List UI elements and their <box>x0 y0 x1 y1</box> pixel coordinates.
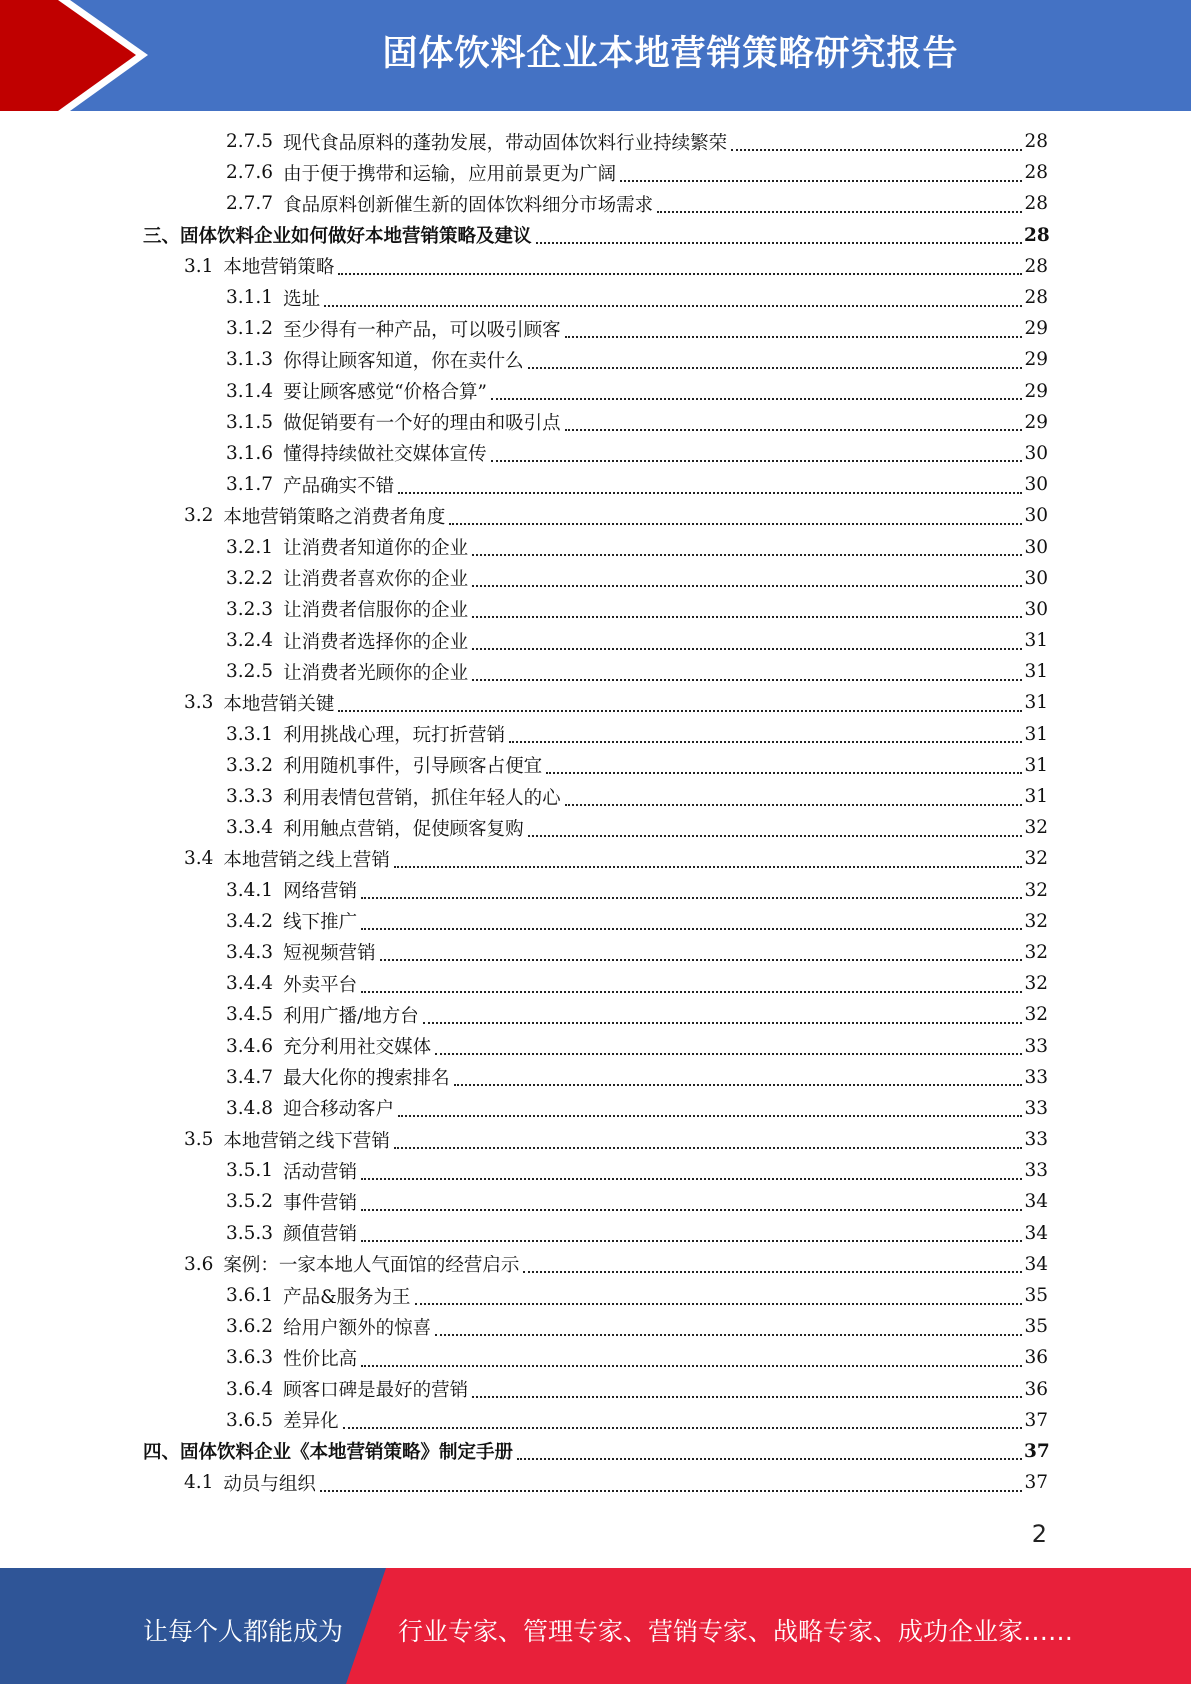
toc-entry-title: 你得让顾客知道，你在卖什么 <box>283 350 524 372</box>
toc-entry-title: 利用触点营销，促使顾客复购 <box>283 818 524 840</box>
page-number: 2 <box>1031 1520 1047 1548</box>
toc-dot-leader <box>361 926 1022 930</box>
toc-entry[interactable] <box>0 1311 1191 1342</box>
toc-entry-number: 3.2.2 <box>226 567 274 589</box>
toc-dot-leader <box>657 209 1022 213</box>
toc-entry[interactable] <box>0 376 1191 407</box>
toc-entry[interactable] <box>0 937 1191 968</box>
toc-entry-title: 短视频营销 <box>283 943 376 965</box>
toc-entry-page: 31 <box>1024 723 1048 745</box>
toc-dot-leader <box>731 147 1022 151</box>
toc-entry[interactable] <box>0 687 1191 718</box>
toc-entry[interactable] <box>0 781 1191 812</box>
toc-entry[interactable] <box>0 313 1191 344</box>
toc-entry[interactable] <box>0 531 1191 562</box>
toc-entry-title: 本地营销之线下营销 <box>223 1130 390 1152</box>
toc-entry-title: 本地营销策略 <box>223 257 335 279</box>
toc-entry-page: 33 <box>1024 1066 1048 1088</box>
toc-dot-leader <box>394 1145 1022 1149</box>
toc-entry-number: 3.2.5 <box>226 661 274 683</box>
toc-dot-leader <box>361 1176 1022 1180</box>
page-header <box>0 0 1191 111</box>
toc-dot-leader <box>380 957 1022 961</box>
toc-dot-leader <box>472 646 1022 650</box>
toc-entry-title: 最大化你的搜索排名 <box>283 1068 450 1090</box>
toc-entry-page: 31 <box>1024 661 1048 683</box>
toc-dot-leader <box>565 427 1022 431</box>
toc-entry-title: 充分利用社交媒体 <box>283 1037 432 1059</box>
toc-dot-leader <box>361 1238 1022 1242</box>
toc-entry-page: 37 <box>1024 1409 1048 1431</box>
toc-entry-title: 本地营销策略之消费者角度 <box>223 506 446 528</box>
toc-entry-page: 35 <box>1024 1285 1048 1307</box>
toc-entry[interactable] <box>0 126 1191 157</box>
toc-dot-leader <box>523 1269 1022 1273</box>
toc-entry-title: 食品原料创新催生新的固体饮料细分市场需求 <box>283 194 654 216</box>
toc-entry-title: 网络营销 <box>283 881 358 903</box>
toc-entry[interactable] <box>0 1218 1191 1249</box>
toc-dot-leader <box>398 1113 1022 1117</box>
toc-dot-leader <box>398 490 1022 494</box>
toc-entry-number: 3.6.1 <box>226 1285 274 1307</box>
toc-entry-number: 3.4.6 <box>226 1035 274 1057</box>
toc-entry[interactable] <box>0 1155 1191 1186</box>
toc-entry-page: 30 <box>1024 442 1048 464</box>
report-title: 固体饮料企业本地营销策略研究报告 <box>382 34 959 74</box>
toc-dot-leader <box>320 1488 1022 1492</box>
toc-entry[interactable] <box>0 1030 1191 1061</box>
toc-entry-title: 让消费者知道你的企业 <box>283 538 469 560</box>
toc-dot-leader <box>435 1051 1022 1055</box>
toc-entry[interactable] <box>0 563 1191 594</box>
toc-entry[interactable] <box>0 1405 1191 1436</box>
toc-entry-title: 让消费者选择你的企业 <box>283 631 469 653</box>
toc-entry-page: 29 <box>1024 349 1048 371</box>
toc-entry-title: 产品确实不错 <box>283 475 395 497</box>
toc-entry-number: 3.1.7 <box>226 474 274 496</box>
toc-dot-leader <box>509 739 1022 743</box>
toc-entry-page: 30 <box>1024 474 1048 496</box>
toc-entry[interactable] <box>0 500 1191 531</box>
toc-entry-title: 案例：一家本地人气面馆的经营启示 <box>223 1255 520 1277</box>
toc-entry-title: 懂得持续做社交媒体宣传 <box>283 444 487 466</box>
toc-entry-page: 30 <box>1024 567 1048 589</box>
toc-entry-number: 3.1 <box>184 255 214 277</box>
footer-slogan-right: 行业专家、管理专家、营销专家、战略专家、成功企业家…… <box>398 1617 1074 1646</box>
toc-entry[interactable] <box>0 188 1191 219</box>
footer-slogan-left: 让每个人都能成为 <box>143 1617 344 1646</box>
toc-entry-number: 3.4.8 <box>226 1097 274 1119</box>
toc-entry-number: 3.5.1 <box>226 1160 274 1182</box>
toc-entry-title: 本地营销之线上营销 <box>223 849 390 871</box>
toc-entry-number: 3.1.6 <box>226 442 274 464</box>
toc-entry-page: 30 <box>1024 598 1048 620</box>
toc-entry-title: 本地营销关键 <box>223 693 335 715</box>
toc-entry[interactable] <box>0 1436 1191 1467</box>
toc-entry[interactable] <box>0 438 1191 469</box>
toc-dot-leader <box>491 458 1022 462</box>
toc-dot-leader <box>415 1301 1022 1305</box>
toc-entry-page: 29 <box>1024 380 1048 402</box>
toc-dot-leader <box>449 521 1022 525</box>
toc-entry-page: 33 <box>1024 1035 1048 1057</box>
toc-dot-leader <box>472 552 1022 556</box>
toc-entry-title: 利用挑战心理，玩打折营销 <box>283 725 506 747</box>
toc-entry[interactable] <box>0 282 1191 313</box>
toc-entry-title: 现代食品原料的蓬勃发展，带动固体饮料行业持续繁荣 <box>283 132 728 154</box>
toc-dot-leader <box>361 989 1022 993</box>
toc-entry[interactable] <box>0 1186 1191 1217</box>
toc-entry[interactable] <box>0 1280 1191 1311</box>
toc-entry-number: 2.7.5 <box>226 131 274 153</box>
toc-entry-page: 28 <box>1024 224 1050 246</box>
toc-entry-number: 3.6.2 <box>226 1316 274 1338</box>
toc-entry-title: 性价比高 <box>283 1348 358 1370</box>
toc-entry-page: 29 <box>1024 411 1048 433</box>
toc-dot-leader <box>620 178 1022 182</box>
toc-entry-title: 颜值营销 <box>283 1224 358 1246</box>
toc-entry-number: 3.1.4 <box>226 380 274 402</box>
toc-entry-title: 让消费者喜欢你的企业 <box>283 569 469 591</box>
toc-entry[interactable] <box>0 594 1191 625</box>
toc-entry-number: 3.4.1 <box>226 879 274 901</box>
toc-entry[interactable] <box>0 625 1191 656</box>
toc-entry-page: 28 <box>1024 193 1048 215</box>
toc-entry[interactable] <box>0 719 1191 750</box>
toc-entry-title: 要让顾客感觉“价格合算” <box>283 382 487 404</box>
toc-dot-leader <box>491 396 1022 400</box>
toc-entry-page: 30 <box>1024 505 1048 527</box>
toc-entry-page: 28 <box>1024 162 1048 184</box>
toc-entry[interactable] <box>0 1124 1191 1155</box>
toc-entry-title: 活动营销 <box>283 1161 358 1183</box>
toc-dot-leader <box>338 271 1022 275</box>
toc-entry[interactable] <box>0 469 1191 500</box>
toc-entry-page: 33 <box>1024 1097 1048 1119</box>
toc-entry[interactable] <box>0 1093 1191 1124</box>
toc-entry[interactable] <box>0 344 1191 375</box>
toc-entry[interactable] <box>0 875 1191 906</box>
toc-entry-number: 3.4.7 <box>226 1066 274 1088</box>
toc-entry[interactable] <box>0 1467 1191 1498</box>
toc-entry[interactable] <box>0 812 1191 843</box>
toc-entry-page: 31 <box>1024 692 1048 714</box>
toc-entry-number: 3.3.1 <box>226 723 274 745</box>
toc-entry-number: 3.2 <box>184 505 214 527</box>
toc-entry[interactable] <box>0 1249 1191 1280</box>
toc-dot-leader <box>565 334 1022 338</box>
toc-entry-page: 32 <box>1024 817 1048 839</box>
toc-entry-number: 3.3.4 <box>226 817 274 839</box>
toc-entry-page: 33 <box>1024 1160 1048 1182</box>
toc-entry-title: 让消费者光顾你的企业 <box>283 662 469 684</box>
toc-dot-leader <box>361 895 1022 899</box>
toc-entry-page: 35 <box>1024 1316 1048 1338</box>
toc-entry-page: 34 <box>1024 1191 1048 1213</box>
toc-entry-page: 32 <box>1024 879 1048 901</box>
toc-entry-page: 36 <box>1024 1347 1048 1369</box>
toc-entry-page: 32 <box>1024 1004 1048 1026</box>
toc-entry-title: 外卖平台 <box>283 974 358 996</box>
toc-entry-number: 3.2.3 <box>226 598 274 620</box>
toc-entry-number: 3.3.2 <box>226 754 274 776</box>
toc-dot-leader <box>536 240 1022 244</box>
toc-entry-page: 31 <box>1024 630 1048 652</box>
toc-entry-page: 31 <box>1024 786 1048 808</box>
toc-entry-number: 4.1 <box>184 1472 214 1494</box>
toc-entry-number: 3.4.3 <box>226 941 274 963</box>
toc-entry-number: 3.4.4 <box>226 973 274 995</box>
toc-entry-page: 33 <box>1024 1129 1048 1151</box>
toc-entry[interactable] <box>0 843 1191 874</box>
toc-entry-number: 3.1.5 <box>226 411 274 433</box>
toc-entry[interactable] <box>0 220 1191 251</box>
toc-entry-number: 3.1.2 <box>226 318 274 340</box>
toc-entry-title: 迎合移动客户 <box>283 1099 395 1121</box>
toc-entry[interactable] <box>0 906 1191 937</box>
toc-dot-leader <box>472 677 1022 681</box>
table-of-contents <box>0 126 1191 1498</box>
toc-dot-leader <box>528 365 1022 369</box>
toc-entry-number: 3.2.1 <box>226 536 274 558</box>
toc-entry-page: 31 <box>1024 754 1048 776</box>
toc-entry-number: 3.5 <box>184 1129 214 1151</box>
toc-entry-number: 3.4.2 <box>226 910 274 932</box>
toc-entry[interactable] <box>0 251 1191 282</box>
toc-dot-leader <box>565 802 1022 806</box>
toc-entry-page: 32 <box>1024 848 1048 870</box>
toc-entry-page: 30 <box>1024 536 1048 558</box>
toc-entry-title: 事件营销 <box>283 1192 358 1214</box>
toc-dot-leader <box>423 1020 1022 1024</box>
toc-entry[interactable] <box>0 750 1191 781</box>
toc-entry-number: 3.6 <box>184 1253 214 1275</box>
toc-entry-page: 32 <box>1024 941 1048 963</box>
toc-entry-title: 选址 <box>283 288 321 310</box>
toc-dot-leader <box>517 1456 1022 1460</box>
toc-entry-number: 3.6.3 <box>226 1347 274 1369</box>
toc-entry-page: 28 <box>1024 255 1048 277</box>
toc-entry-number: 2.7.6 <box>226 162 274 184</box>
toc-dot-leader <box>343 1425 1022 1429</box>
toc-entry-title: 顾客口碑是最好的营销 <box>283 1380 469 1402</box>
toc-entry-number: 3.1.3 <box>226 349 274 371</box>
toc-entry[interactable] <box>0 157 1191 188</box>
toc-dot-leader <box>324 303 1022 307</box>
toc-dot-leader <box>361 1363 1022 1367</box>
toc-dot-leader <box>546 770 1022 774</box>
toc-entry-page: 28 <box>1024 287 1048 309</box>
toc-dot-leader <box>472 614 1022 618</box>
toc-entry-number: 3.1.1 <box>226 287 274 309</box>
toc-entry-title: 三、固体饮料企业如何做好本地营销策略及建议 <box>143 226 532 248</box>
toc-entry-title: 利用随机事件，引导顾客占便宜 <box>283 756 543 778</box>
toc-entry-page: 29 <box>1024 318 1048 340</box>
toc-entry-number: 3.5.2 <box>226 1191 274 1213</box>
toc-entry[interactable] <box>0 1062 1191 1093</box>
toc-dot-leader <box>472 1394 1022 1398</box>
toc-entry[interactable] <box>0 968 1191 999</box>
toc-entry-title: 由于便于携带和运输，应用前景更为广阔 <box>283 163 617 185</box>
toc-dot-leader <box>394 864 1022 868</box>
toc-entry-page: 37 <box>1024 1472 1048 1494</box>
toc-entry-page: 32 <box>1024 973 1048 995</box>
toc-entry-page: 37 <box>1024 1440 1050 1462</box>
toc-entry-number: 3.6.5 <box>226 1409 274 1431</box>
toc-entry-page: 34 <box>1024 1253 1048 1275</box>
toc-entry-page: 28 <box>1024 131 1048 153</box>
toc-entry-title: 差异化 <box>283 1411 339 1433</box>
toc-entry[interactable] <box>0 999 1191 1030</box>
toc-entry-title: 动员与组织 <box>223 1473 316 1495</box>
toc-dot-leader <box>528 833 1022 837</box>
toc-entry-number: 3.5.3 <box>226 1222 274 1244</box>
toc-dot-leader <box>338 708 1022 712</box>
toc-entry[interactable] <box>0 656 1191 687</box>
toc-entry-number: 3.6.4 <box>226 1378 274 1400</box>
toc-entry-title: 至少得有一种产品，可以吸引顾客 <box>283 319 561 341</box>
toc-dot-leader <box>472 583 1022 587</box>
toc-dot-leader <box>435 1332 1022 1336</box>
toc-entry[interactable] <box>0 407 1191 438</box>
toc-entry-page: 34 <box>1024 1222 1048 1244</box>
toc-entry-number: 3.4.5 <box>226 1004 274 1026</box>
toc-dot-leader <box>361 1207 1022 1211</box>
toc-entry-number: 3.4 <box>184 848 214 870</box>
toc-entry-number: 2.7.7 <box>226 193 274 215</box>
toc-dot-leader <box>454 1082 1022 1086</box>
toc-entry-number: 3.3 <box>184 692 214 714</box>
toc-entry-page: 32 <box>1024 910 1048 932</box>
page-footer <box>0 1568 1191 1684</box>
toc-entry[interactable] <box>0 1342 1191 1373</box>
toc-entry-number: 3.3.3 <box>226 786 274 808</box>
toc-entry-title: 产品&服务为王 <box>283 1286 411 1308</box>
toc-entry-title: 线下推广 <box>283 912 358 934</box>
toc-entry-title: 利用广播/地方台 <box>283 1005 419 1027</box>
toc-entry-number: 3.2.4 <box>226 630 274 652</box>
toc-entry[interactable] <box>0 1374 1191 1405</box>
toc-entry-title: 四、固体饮料企业《本地营销策略》制定手册 <box>143 1442 514 1464</box>
toc-entry-title: 让消费者信服你的企业 <box>283 600 469 622</box>
toc-entry-title: 做促销要有一个好的理由和吸引点 <box>283 413 561 435</box>
toc-entry-title: 给用户额外的惊喜 <box>283 1317 432 1339</box>
toc-entry-page: 36 <box>1024 1378 1048 1400</box>
toc-entry-title: 利用表情包营销，抓住年轻人的心 <box>283 787 561 809</box>
